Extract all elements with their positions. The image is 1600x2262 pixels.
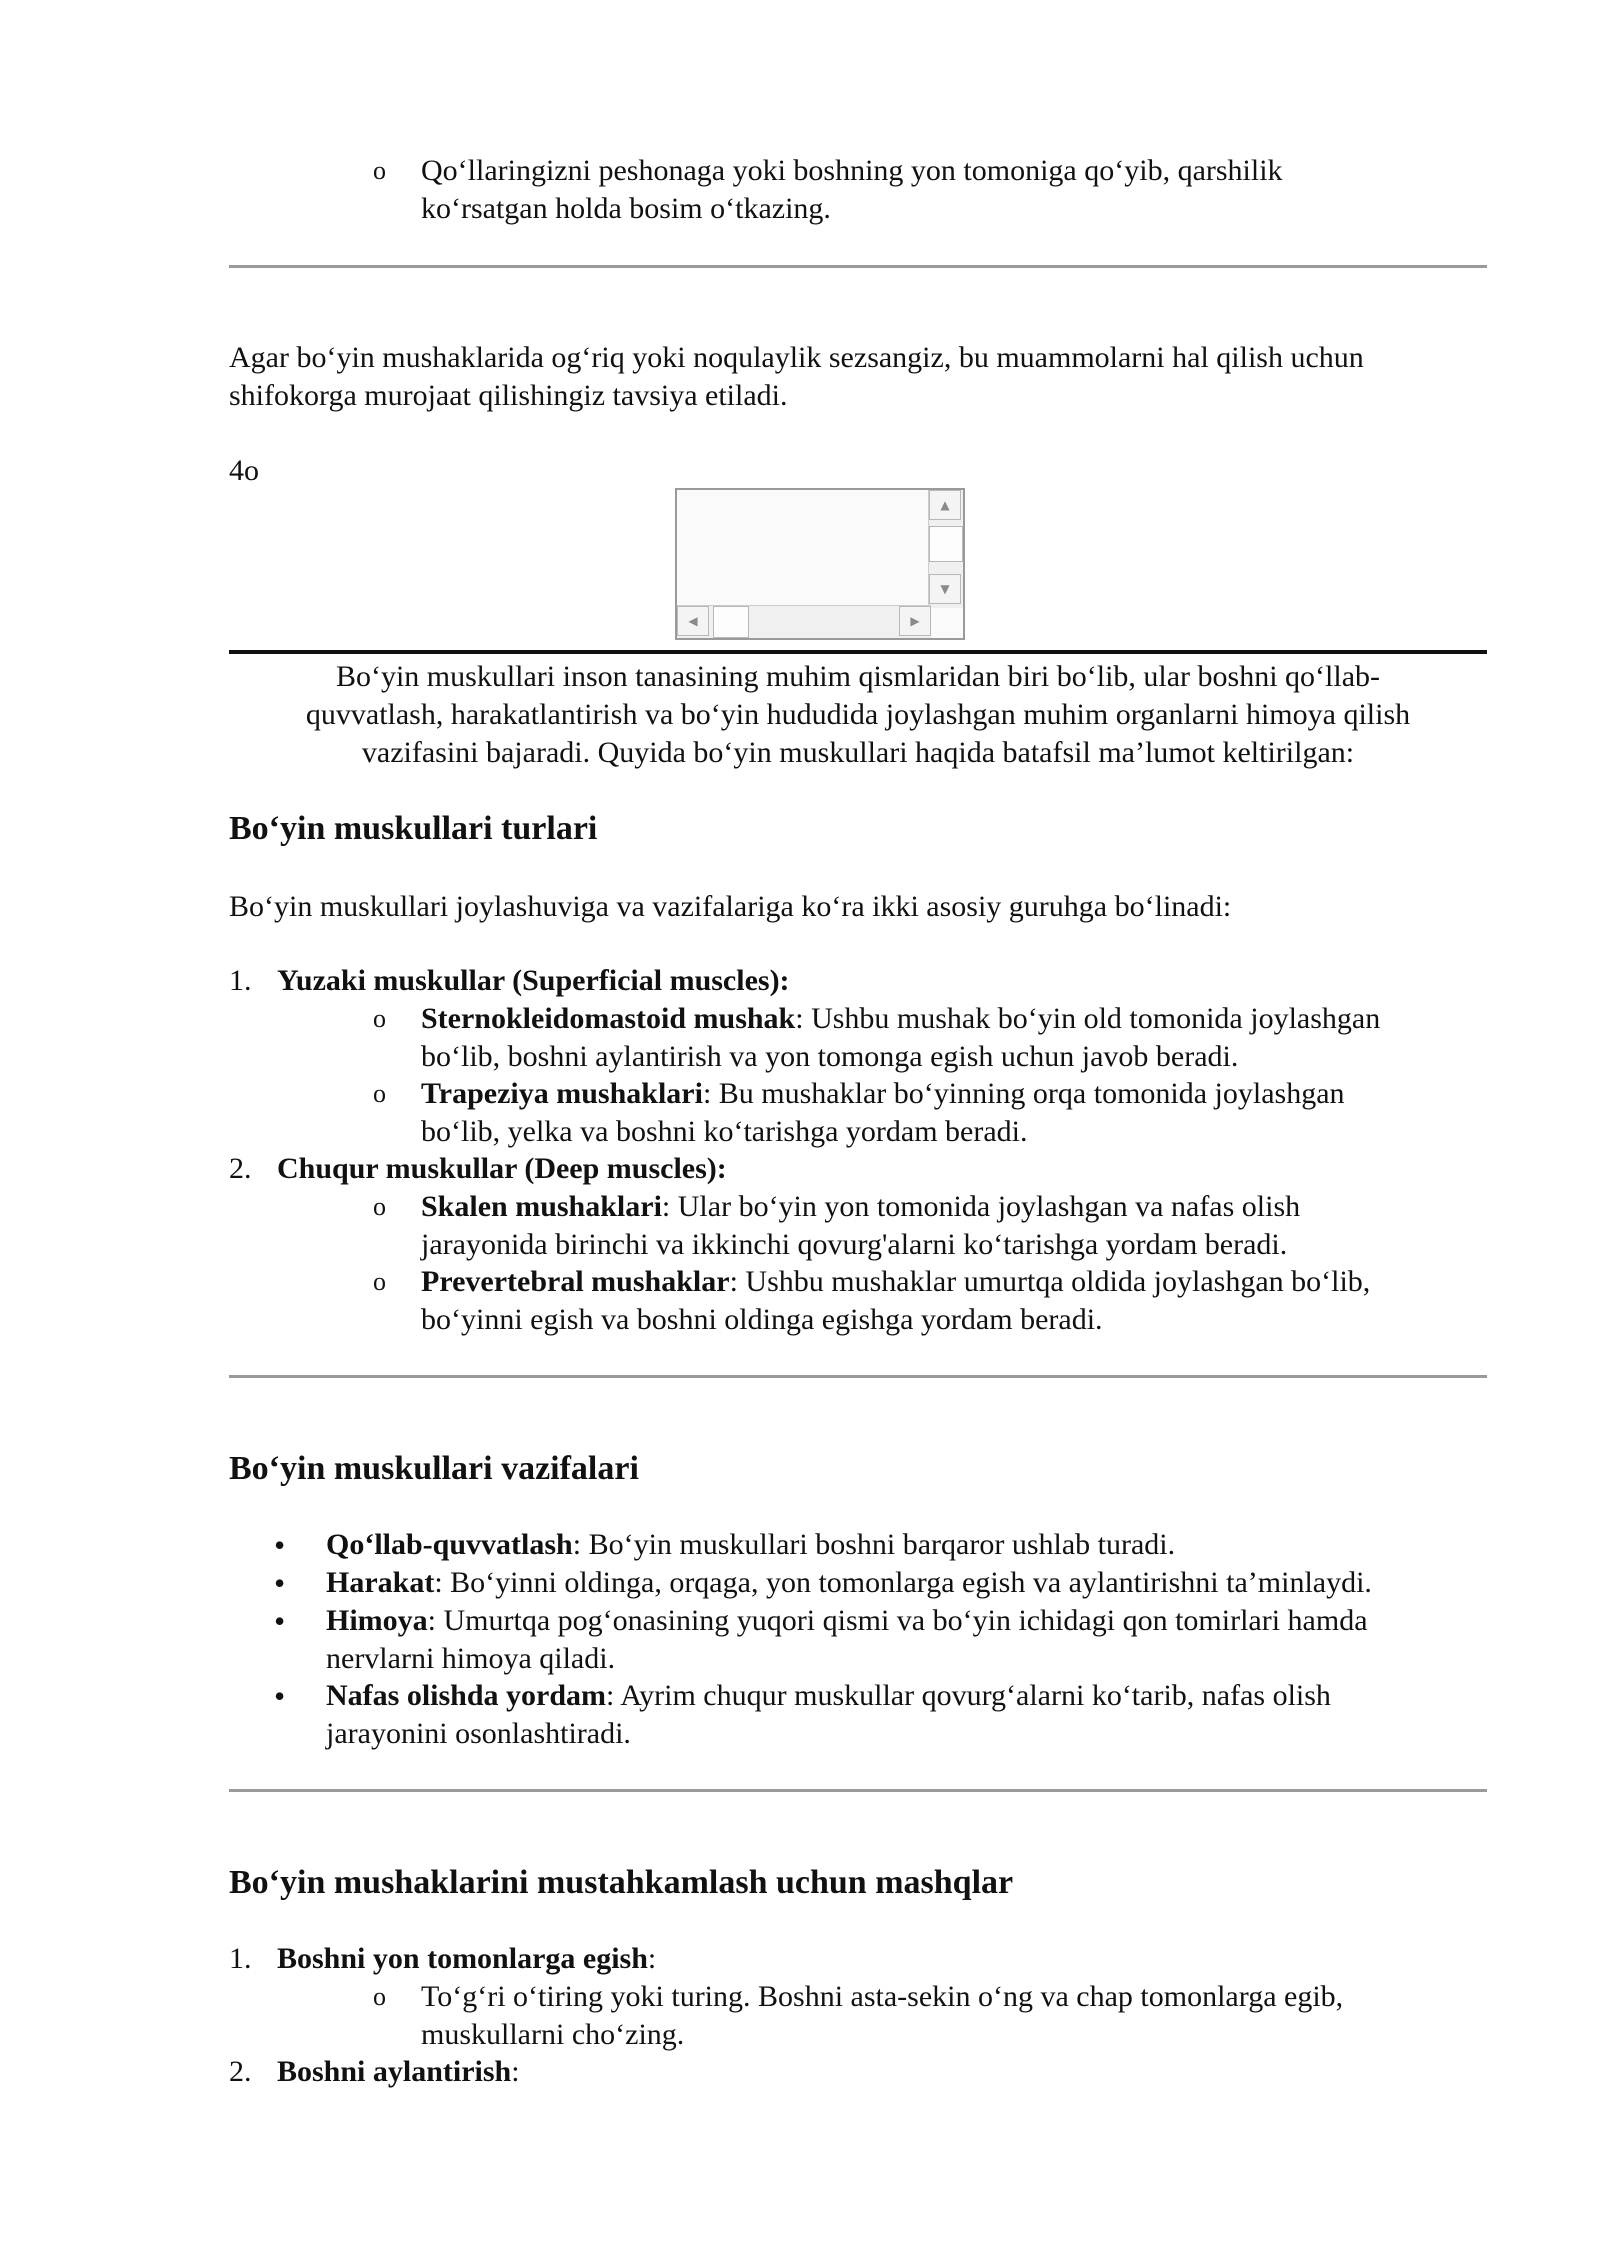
list-number: 2. <box>229 1152 252 1185</box>
bullet-marker: • <box>274 1565 286 1601</box>
definition: : Umurtqa pog‘onasining yuqori qismi va bo‘yin ichidagi qon tomirlari hamda <box>427 1604 1368 1637</box>
title-suffix: : <box>647 1942 657 1975</box>
group-title: Chuqur muskullar (Deep muscles): <box>277 1152 727 1185</box>
list-marker: o <box>373 1267 386 1296</box>
list-item-line <box>326 1526 1486 1564</box>
horizontal-rule <box>229 650 1487 654</box>
list-marker: o <box>373 1192 386 1221</box>
horizontal-rule <box>229 1789 1487 1792</box>
definition: : Ular bo‘yin yon tomonida joylashgan va nafas olish <box>661 1190 1301 1223</box>
bullet-marker: • <box>274 1678 286 1714</box>
triangle-right-icon[interactable]: ▶ <box>899 606 931 636</box>
list-item-line <box>326 1677 1486 1715</box>
list-item-line: bo‘lib, yelka va boshni ko‘tarishga yordam beradi. <box>421 1115 1028 1148</box>
list-item <box>373 1075 1481 1151</box>
list-item-line: ko‘rsatgan holda bosim o‘tkazing. <box>421 192 831 225</box>
title-suffix: : <box>511 2055 520 2088</box>
numbered-item <box>229 2053 1477 2091</box>
exercise-title: Boshni aylantirish <box>277 2055 512 2088</box>
list-item-line: jarayonida birinchi va ikkinchi qovurg'alarni ko‘tarishga yordam beradi. <box>421 1228 1288 1261</box>
list-item-line: Qo‘llaringizni peshonaga yoki boshning yon tomoniga qo‘yib, qarshilik <box>421 154 1283 187</box>
list-item-line: bo‘yinni egish va boshni oldinga egishga yordam beradi. <box>421 1303 1103 1336</box>
paragraph-line: Bo‘yin muskullari inson tanasining muhim qismlaridan biri bo‘lib, ular boshni qo‘llab- <box>335 660 1381 693</box>
numbered-item <box>229 1940 1477 1978</box>
bullet-item <box>274 1602 1486 1678</box>
list-marker: o <box>373 156 386 185</box>
definition: : Ushbu mushaklar umurtqa oldida joylashgan bo‘lib, <box>729 1265 1371 1298</box>
section-lead: Bo‘yin muskullari joylashuviga va vazifalariga ko‘ra ikki asosiy guruhga bo‘linadi: <box>229 890 1232 923</box>
list-marker: o <box>373 1982 386 2011</box>
term: Sternokleidomastoid mushak <box>421 1002 796 1035</box>
term: Trapeziya mushaklari <box>421 1077 703 1110</box>
paragraph-line: vazifasini bajaradi. Quyida bo‘yin muskullari haqida batafsil ma’lumot keltirilgan: <box>361 736 1355 769</box>
section-heading: Bo‘yin mushaklarini mustahkamlash uchun mashqlar <box>229 1864 1014 1901</box>
list-number: 1. <box>229 1942 252 1975</box>
list-item-line <box>421 1263 1481 1301</box>
paragraph-line: quvvatlash, harakatlantirish va bo‘yin hududida joylashgan muhim organlarni himoya qilish <box>305 698 1411 731</box>
list-item-line: bo‘lib, boshni aylantirish va yon tomonga egish uchun javob beradi. <box>421 1040 1239 1073</box>
term: Himoya <box>326 1604 428 1637</box>
list-item <box>373 1263 1481 1339</box>
list-item-line <box>421 1188 1481 1226</box>
section-heading: Bo‘yin muskullari vazifalari <box>229 1450 639 1487</box>
horizontal-rule <box>229 265 1487 268</box>
bullet-item <box>274 1526 1486 1564</box>
intro-paragraph <box>229 658 1487 772</box>
bullet-item <box>274 1677 1486 1753</box>
definition: : Bo‘yinni oldinga, orqaga, yon tomonlarga egish va aylantirishni ta’minlaydi. <box>434 1566 1372 1599</box>
list-item-line: To‘g‘ri o‘tiring yoki turing. Boshni asta-sekin o‘ng va chap tomonlarga egib, <box>421 1980 1344 2013</box>
bullet-item <box>274 1564 1486 1602</box>
term: Skalen mushaklari <box>421 1190 662 1223</box>
page-marker: 4o <box>229 454 259 487</box>
text-box[interactable] <box>675 488 965 640</box>
horizontal-scrollbar[interactable] <box>677 605 931 638</box>
triangle-up-icon[interactable]: ▲ <box>929 490 961 520</box>
bullet-marker: • <box>274 1603 286 1639</box>
numbered-item <box>229 1150 1477 1188</box>
list-item-line: jarayonini osonlashtiradi. <box>326 1717 631 1750</box>
advice-paragraph <box>229 339 1487 415</box>
term: Harakat <box>326 1566 435 1599</box>
list-item-line <box>421 1075 1481 1113</box>
group-title: Yuzaki muskullar (Superficial muscles): <box>277 964 790 997</box>
paragraph-line: Agar bo‘yin mushaklarida og‘riq yoki noqulaylik sezsangiz, bu muammolarni hal qilish uchun <box>229 341 1364 374</box>
list-item <box>373 152 1481 228</box>
list-item-line <box>326 1564 1486 1602</box>
scrollbar-thumb[interactable] <box>713 606 749 638</box>
list-item-line: muskullarni cho‘zing. <box>421 2018 685 2051</box>
list-item <box>373 1188 1481 1264</box>
term: Nafas olishda yordam <box>326 1679 607 1712</box>
list-item <box>373 1978 1481 2054</box>
bullet-marker: • <box>274 1527 286 1563</box>
exercise-title: Boshni yon tomonlarga egish <box>277 1942 648 1975</box>
list-number: 2. <box>229 2055 252 2088</box>
definition: : Bu mushaklar bo‘yinning orqa tomonida joylashgan <box>702 1077 1345 1110</box>
section-heading: Bo‘yin muskullari turlari <box>229 810 598 847</box>
scrollbar-thumb[interactable] <box>929 526 963 562</box>
list-item-line: nervlarni himoya qiladi. <box>326 1642 616 1675</box>
definition: : Ayrim chuqur muskullar qovurg‘alarni ko‘tarib, nafas olish <box>606 1679 1331 1712</box>
paragraph-line: shifokorga murojaat qilishingiz tavsiya etiladi. <box>229 379 788 412</box>
list-item-line <box>326 1602 1486 1640</box>
definition: : Ushbu mushak bo‘yin old tomonida joylashgan <box>795 1002 1381 1035</box>
numbered-item <box>229 962 1477 1000</box>
definition: : Bo‘yin muskullari boshni barqaror ushlab turadi. <box>572 1528 1176 1561</box>
list-marker: o <box>373 1079 386 1108</box>
vertical-scrollbar[interactable] <box>928 490 963 608</box>
list-number: 1. <box>229 964 252 997</box>
list-marker: o <box>373 1004 386 1033</box>
triangle-left-icon[interactable]: ◀ <box>677 606 709 636</box>
triangle-down-icon[interactable]: ▼ <box>929 574 961 604</box>
list-item <box>373 1000 1481 1076</box>
horizontal-rule <box>229 1375 1487 1378</box>
list-item-line <box>421 1000 1481 1038</box>
term: Qo‘llab-quvvatlash <box>326 1528 573 1561</box>
term: Prevertebral mushaklar <box>421 1265 730 1298</box>
